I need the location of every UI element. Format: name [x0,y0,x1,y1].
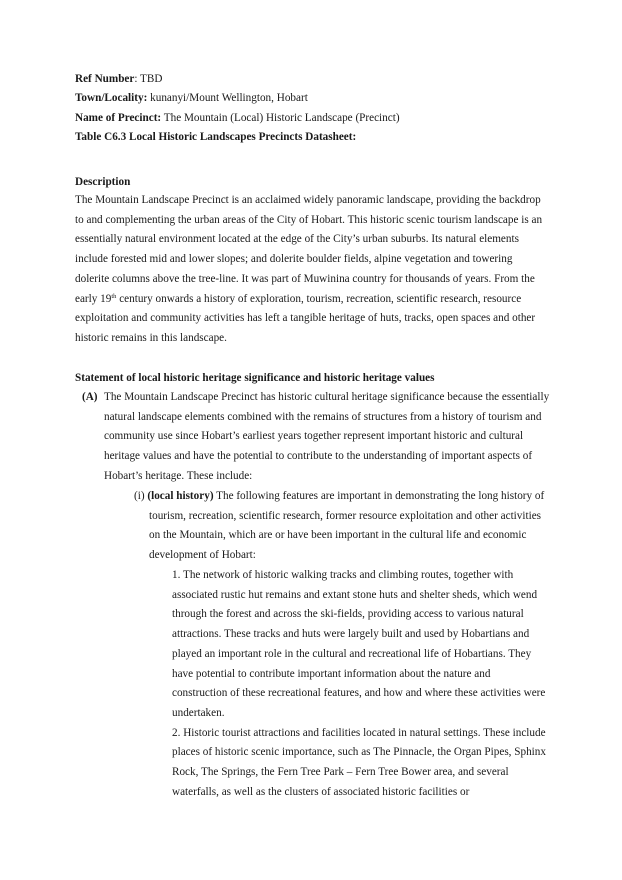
table-title: Table C6.3 Local Historic Landscapes Precincts Datasheet: [75,130,357,143]
datasheet-header [75,70,555,147]
description-text-end: century onwards a history of exploration, tourism, recreation, scientific research, resource exploitation and community activities has left a tangible heritage of huts, tracks, open spaces and other historic remains in this landscape. [75,292,536,344]
local-history-label: (local history) [147,490,214,502]
town-locality-value: kunanyi/Mount Wellington, Hobart [150,92,308,105]
feature-item-tourist-attractions: 2. Historic tourist attractions and facilities located in natural settings. These include places of historic scenic importance, such as The Pinnacle, the Organ Pipes, Sphinx Rock, The Springs, the Fern Tree Park – Fern Tree Bower area, and several waterfalls, as well as the clusters of associated historic facilities or [172,726,546,798]
ref-number-label: Ref Number [75,73,135,85]
description-superscript: th [111,292,117,300]
ref-number-separator: : [134,73,141,85]
town-locality-row [75,89,555,108]
ref-number-row [75,70,555,89]
criterion-a-paragraph [104,388,550,487]
feature-item-walking-tracks: 1. The network of historic walking tracks and climbing routes, together with associated rustic hut remains and extant stone huts and shelter sheds, which wend through the forest and across the ski-fields, providing access to various natural attractions. These tracks and huts were largely built and used by Hobartians and played an important role in the cultural and recreational life of Hobartians. They have potential to contribute important information about the nature and construction of these recreational features, and how and where these activities were undertaken. [172,569,546,719]
precinct-name-value: The Mountain (Local) Historic Landscape (Precinct) [163,111,400,124]
criterion-a-label: (A) [82,391,98,403]
precinct-name-label: Name of Precinct: [75,111,162,124]
description-text-start: The Mountain Landscape Precinct is an acclaimed widely panoramic landscape, providing the backdrop to and complementing the urban areas of the City of Hobart. This historic scenic tourism landscape is an essentially natural environment located at the edge of the City’s urban suburbs. Its natural elements include forested mid and lower slopes; and dolerite boulder fields, alpine vegetation and towering dolerite columns above the tree-line. It was part of Muwinina country for thousands of years. From the early 19 [75,194,543,305]
ref-number-value: TBD [140,73,163,85]
local-history-text: The following features are important in demonstrating the long history of tourism, recreation, scientific research, former resource exploitation and other activities on the Mountain, which are or have been important in the cultural life and economic development of Hobart: [149,490,548,562]
description-paragraph [75,191,547,349]
description-heading: Description [75,176,131,188]
statement-heading: Statement of local historic heritage significance and historic heritage values [75,372,435,384]
precinct-name-row [75,109,555,128]
criterion-a-text: The Mountain Landscape Precinct has historic cultural heritage significance because the essentially natural landscape elements combined with the remains of structures from a history of tourism and community use since Hobart’s earliest years together represent important historic and cultural heritage values and have the potential to contribute to the understanding of important aspects of Hobart’s heritage. These include: [104,391,550,482]
local-history-paragraph [134,487,551,566]
subclause-i-label: (i) [134,490,145,502]
feature-list [172,566,547,802]
town-locality-label: Town/Locality: [75,92,148,105]
